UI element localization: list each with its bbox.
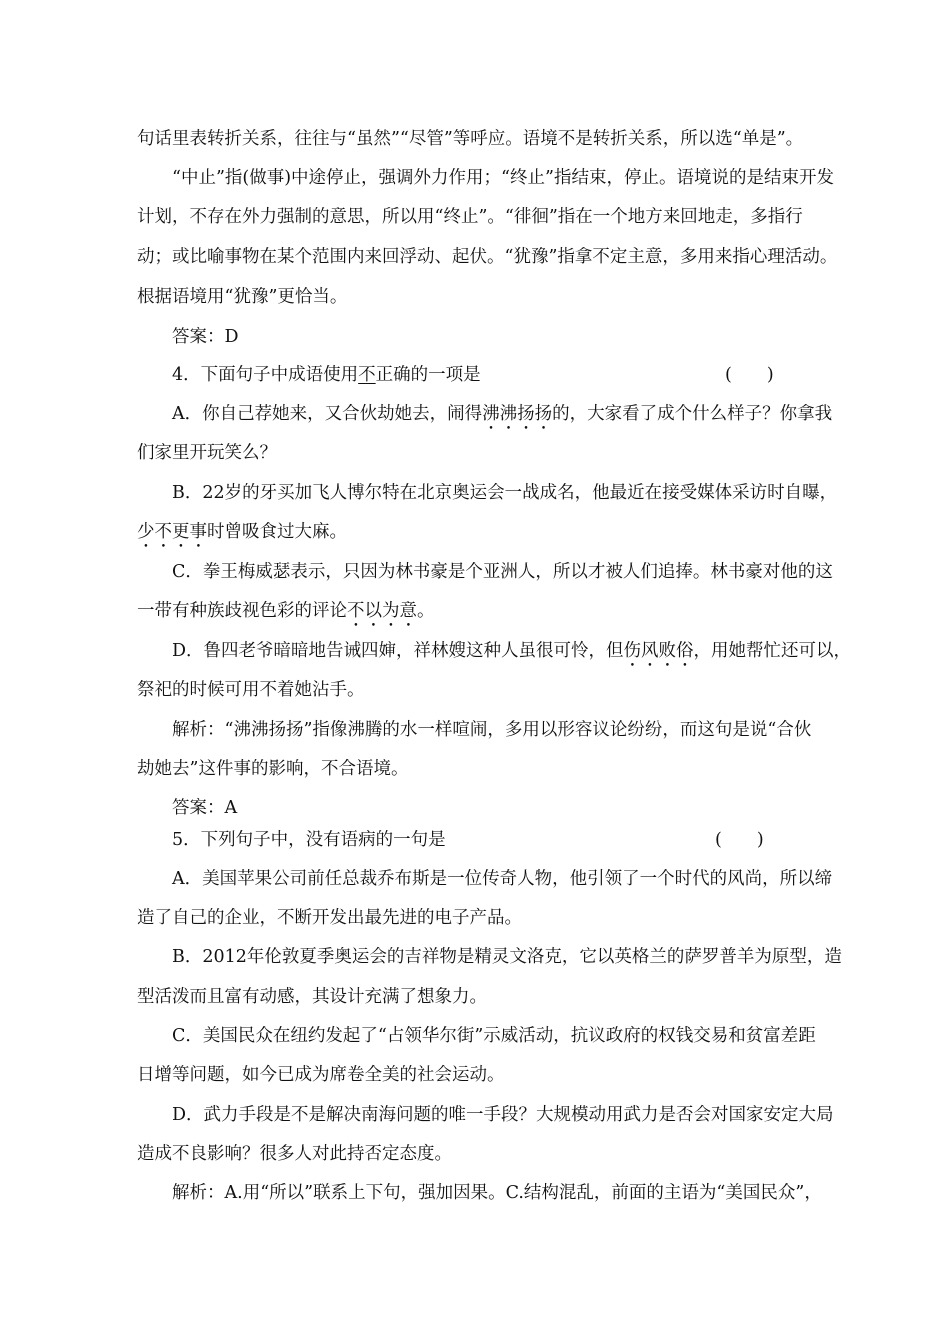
text-line: 型活泼而且富有动感，其设计充满了想象力。 — [137, 987, 487, 1007]
text-line: 日增等问题，如今已成为席卷全美的社会运动。 — [137, 1065, 505, 1085]
option-c-line: C．美国民众在纽约发起了“占领华尔街”示威活动，抗议政府的权钱交易和贫富差距 — [172, 1026, 816, 1046]
text-line: 根据语境用“犹豫”更恰当。 — [137, 287, 348, 307]
analysis-line: 解析：A.用“所以”联系上下句，强加因果。C.结构混乱，前面的主语为“美国民众”， — [172, 1183, 822, 1203]
idiom-emphasis: 伤风败俗 — [623, 641, 694, 661]
text-line — [137, 599, 817, 631]
question-4-emphasis: 不 — [358, 365, 376, 385]
option-c-line: C．拳王梅威瑟表示，只因为林书豪是个亚洲人，所以才被人们追捧。林书豪对他的这 — [172, 562, 833, 582]
option-a-line: A．美国苹果公司前任总裁乔布斯是一位传奇人物，他引领了一个时代的风尚，所以缔 — [172, 869, 833, 889]
question-4-suffix: 正确的一项是 — [375, 365, 481, 385]
answer-bracket: ( ) — [725, 365, 774, 385]
analysis-line: 解析：“沸沸扬扬”指像沸腾的水一样喧闹，多用以形容议论纷纷，而这句是说“合伙 — [172, 720, 812, 740]
text-line: 造成不良影响？很多人对此持否定态度。 — [137, 1144, 452, 1164]
text-line: 计划，不存在外力强制的意思，所以用“终止”。“徘徊”指在一个地方来回地走，多指行 — [137, 207, 803, 227]
option-b-line: B．22岁的牙买加飞人博尔特在北京奥运会一战成名，他最近在接受媒体采访时自曝， — [172, 483, 838, 503]
answer-line: 答案：A — [172, 798, 238, 818]
question-5-stem: 5．下列句子中，没有语病的一句是 — [172, 830, 446, 850]
text-line: 劫她去”这件事的影响，不合语境。 — [137, 759, 409, 779]
option-d-line: D．武力手段是不是解决南海问题的唯一手段？大规模动用武力是否会对国家安定大局 — [172, 1105, 834, 1125]
question-4-prefix: 4．下面句子中成语使用 — [172, 365, 359, 385]
option-text: 时曾吸食过大麻。 — [207, 522, 347, 542]
option-text: ，用她帮忙还可以， — [693, 641, 852, 661]
question-4-stem — [172, 363, 817, 387]
option-a-line — [172, 402, 833, 434]
option-text: 一带有种族歧视色彩的评论 — [137, 601, 347, 621]
answer-line: 答案：D — [172, 327, 239, 347]
option-text: 的，大家看了成个什么样子？你拿我 — [552, 404, 833, 424]
text-line: 们家里开玩笑么？ — [137, 443, 277, 463]
text-line — [137, 520, 817, 552]
text-line: 句话里表转折关系，往往与“虽然”“尽管”等呼应。语境不是转折关系，所以选“单是”。 — [137, 129, 804, 149]
idiom-emphasis: 不以为意 — [347, 601, 417, 621]
text-line: 造了自己的企业，不断开发出最先进的电子产品。 — [137, 908, 522, 928]
answer-bracket: ( ) — [715, 830, 764, 850]
text-line: 祭祀的时候可用不着她沾手。 — [137, 680, 365, 700]
option-d-line — [172, 639, 852, 671]
idiom-emphasis: 沸沸扬扬 — [482, 404, 553, 424]
option-b-line: B．2012年伦敦夏季奥运会的吉祥物是精灵文洛克，它以英格兰的萨罗普羊为原型，造 — [172, 947, 842, 967]
option-text: 。 — [417, 601, 435, 621]
option-text: A．你自己荐她来，又合伙劫她去，闹得 — [172, 404, 483, 424]
text-line: 动；或比喻事物在某个范围内来回浮动、起伏。“犹豫”指拿不定主意，多用来指心理活动。 — [137, 247, 838, 267]
text-line: “中止”指(做事)中途停止，强调外力作用；“终止”指结束，停止。语境说的是结束开发 — [172, 168, 834, 188]
idiom-emphasis: 少不更事 — [137, 522, 207, 542]
option-text: D．鲁四老爷暗暗地告诫四婶，祥林嫂这种人虽很可怜，但 — [172, 641, 624, 661]
